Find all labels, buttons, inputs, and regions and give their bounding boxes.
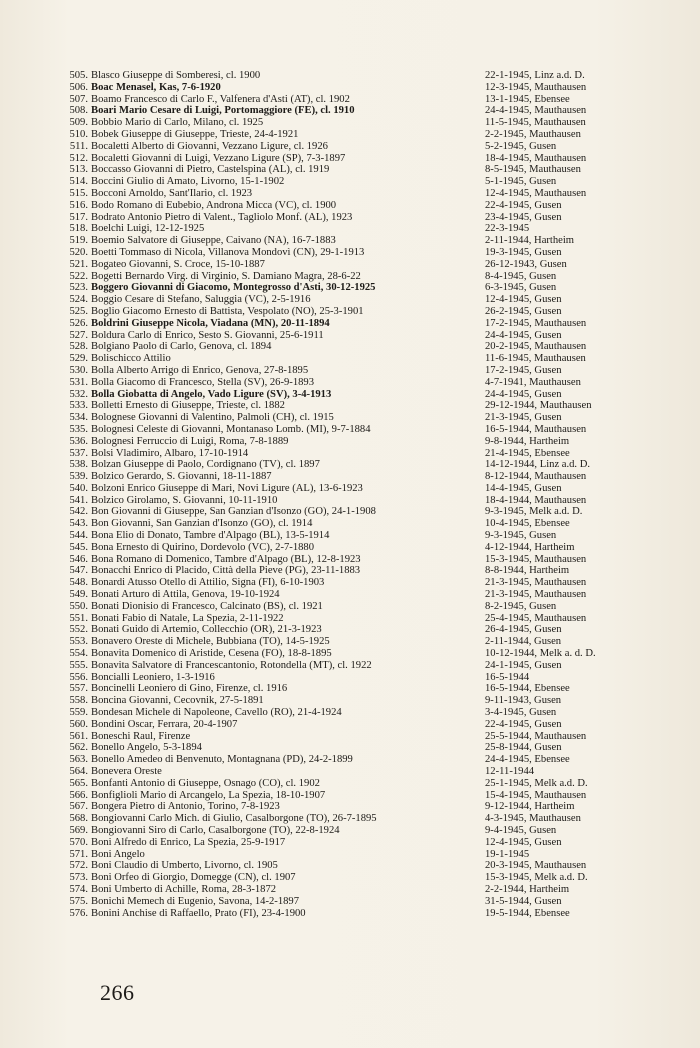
list-item: [58, 377, 678, 389]
entry-number: 552.: [69, 624, 88, 636]
entry-name: Boneschi Raul, Firenze: [91, 730, 191, 742]
entry-name: Bonichi Memech di Eugenio, Savona, 14-2-1897: [91, 895, 300, 907]
entry-number: 551.: [69, 612, 88, 624]
entry-death-date-place: 16-5-1944: [485, 671, 530, 683]
entry-name: Boccini Giulio di Amato, Livorno, 15-1-1902: [91, 176, 285, 188]
list-item: [58, 271, 678, 283]
list-item: [58, 648, 678, 660]
list-item: [58, 530, 678, 542]
entry-number: 518.: [69, 223, 88, 235]
entry-death-date-place: 4-3-1945, Mauthausen: [485, 813, 581, 825]
entry-death-date-place: 19-1-1945: [485, 848, 530, 860]
list-item: [58, 448, 678, 460]
entry-name: Boni Alfredo di Enrico, La Spezia, 25-9-1917: [91, 836, 286, 848]
entry-death-date-place: 4-7-1941, Mauthausen: [485, 376, 581, 388]
list-item: [58, 70, 678, 82]
entry-death-date-place: 11-5-1945, Mauthausen: [485, 117, 586, 129]
entry-name: Bocconi Arnoldo, Sant'Ilario, cl. 1923: [91, 187, 253, 199]
list-item: [58, 754, 678, 766]
list-item: [58, 94, 678, 106]
entry-number: 530.: [69, 364, 88, 376]
entry-number: 574.: [69, 883, 88, 895]
entry-number: 508.: [69, 105, 88, 117]
list-item: [58, 731, 678, 743]
entry-number: 547.: [69, 565, 88, 577]
list-item: [58, 341, 678, 353]
entry-name: Boamo Francesco di Carlo F., Valfenera d'Asti (AT), cl. 1902: [91, 93, 350, 105]
list-item: [58, 589, 678, 601]
entry-name: Bolischicco Attilio: [91, 353, 171, 365]
entry-number: 544.: [69, 530, 88, 542]
entry-death-date-place: 22-3-1945: [485, 223, 530, 235]
entry-name: Bonello Angelo, 5-3-1894: [91, 742, 202, 754]
entry-number: 543.: [69, 518, 88, 530]
entry-name: Bobbio Mario di Carlo, Milano, cl. 1925: [91, 117, 264, 129]
entry-name: Boelchi Luigi, 12-12-1925: [91, 223, 205, 235]
list-item: [58, 849, 678, 861]
entry-number: 517.: [69, 211, 88, 223]
entry-name: Bonati Dionisio di Francesco, Calcinato (BS), cl. 1921: [91, 600, 323, 612]
entry-death-date-place: 2-2-1944, Hartheim: [485, 883, 570, 895]
list-item: [58, 766, 678, 778]
list-item: [58, 896, 678, 908]
entry-death-date-place: 18-4-1944, Mauthausen: [485, 494, 587, 506]
entry-name: Boggio Cesare di Stefano, Saluggia (VC), 2-5-1916: [91, 294, 311, 306]
entry-name: Bobek Giuseppe di Giuseppe, Trieste, 24-4-1921: [91, 128, 299, 140]
entry-number: 537.: [69, 447, 88, 459]
entry-number: 554.: [69, 648, 88, 660]
entry-number: 542.: [69, 506, 88, 518]
entry-name: Boni Claudio di Umberto, Livorno, cl. 1905: [91, 860, 278, 872]
entry-number: 532.: [69, 388, 88, 400]
entry-name: Boni Umberto di Achille, Roma, 28-3-1872: [91, 883, 277, 895]
entry-death-date-place: 12-4-1945, Gusen: [485, 836, 562, 848]
list-item: [58, 353, 678, 365]
entry-name: Bolla Giacomo di Francesco, Stella (SV), 26-9-1893: [91, 376, 315, 388]
entry-death-date-place: 9-4-1945, Gusen: [485, 825, 557, 836]
entry-number: 534.: [69, 412, 88, 424]
list-item: [58, 695, 678, 707]
entry-name: Boccasso Giovanni di Pietro, Castelspina (AL), cl. 1919: [91, 164, 330, 176]
entry-number: 558.: [69, 695, 88, 707]
list-item: [58, 495, 678, 507]
entry-death-date-place: 18-4-1945, Mauthausen: [485, 152, 587, 164]
entry-name: Bonati Arturo di Attila, Genova, 19-10-1924: [91, 589, 280, 601]
entry-name: Bonati Fabio di Natale, La Spezia, 2-11-1922: [91, 612, 284, 624]
entry-number: 527.: [69, 329, 88, 341]
entry-death-date-place: 16-5-1944, Mauthausen: [485, 423, 587, 435]
entry-name: Bolognese Giovanni di Valentino, Palmoli (CH), cl. 1915: [91, 412, 334, 424]
entry-name: Bolzico Girolamo, S. Giovanni, 10-11-1910: [91, 494, 278, 506]
list-item: [58, 577, 678, 589]
entry-name: Bonfanti Antonio di Giuseppe, Osnago (CO), cl. 1902: [91, 777, 320, 789]
entry-number: 568.: [69, 813, 88, 825]
entry-number: 571.: [69, 848, 88, 860]
entry-death-date-place: 21-4-1945, Ebensee: [485, 447, 570, 459]
entry-name: Bongiovanni Carlo Mich. di Giulio, Casalborgone (TO), 26-7-1895: [91, 813, 377, 825]
entry-death-date-place: 9-3-1945, Melk a.d. D.: [485, 506, 583, 518]
list-item: [58, 837, 678, 849]
entry-name: Bolzico Gerardo, S. Giovanni, 18-11-1887: [91, 471, 272, 483]
entry-number: 545.: [69, 541, 88, 553]
entry-name: Bonati Guido di Artemio, Collecchio (OR), 21-3-1923: [91, 624, 322, 636]
entry-death-date-place: 29-12-1944, Mauthausen: [485, 400, 592, 412]
list-item: [58, 105, 678, 117]
entry-name: Bonello Amedeo di Benvenuto, Montagnana (PD), 24-2-1899: [91, 754, 353, 766]
list-item: [58, 860, 678, 872]
entry-death-date-place: 26-2-1945, Gusen: [485, 305, 562, 317]
list-item: [58, 306, 678, 318]
entry-number: 513.: [69, 164, 88, 176]
entry-number: 566.: [69, 789, 88, 801]
entry-death-date-place: 26-4-1945, Gusen: [485, 624, 562, 636]
entry-death-date-place: 14-12-1944, Linz a.d. D.: [485, 459, 591, 471]
list-item: [58, 506, 678, 518]
entry-number: 550.: [69, 600, 88, 612]
list-item: [58, 683, 678, 695]
entry-death-date-place: 25-1-1945, Melk a.d. D.: [485, 777, 588, 789]
entry-death-date-place: 22-4-1945, Gusen: [485, 199, 562, 211]
entry-number: 556.: [69, 671, 88, 683]
entry-number: 559.: [69, 707, 88, 719]
deportee-list: [58, 70, 678, 919]
entry-name: Bocaletti Alberto di Giovanni, Vezzano Ligure, cl. 1926: [91, 140, 328, 152]
entry-name: Boncina Giovanni, Cecovnik, 27-5-1891: [91, 695, 264, 707]
entry-death-date-place: 25-4-1945, Mauthausen: [485, 612, 587, 624]
entry-number: 525.: [69, 305, 88, 317]
entry-name: Boari Mario Cesare di Luigi, Portomaggiore (FE), cl. 1910: [91, 105, 355, 117]
entry-name: Bolgiano Paolo di Carlo, Genova, cl. 1894: [91, 341, 272, 353]
entry-name: Bodrato Antonio Pietro di Valent., Tagliolo Monf. (AL), 1923: [91, 211, 353, 223]
entry-name: Bonini Anchise di Raffaello, Prato (FI), 23-4-1900: [91, 907, 306, 919]
list-item: [58, 212, 678, 224]
list-item: [58, 259, 678, 271]
entry-death-date-place: 12-4-1945, Gusen: [485, 294, 562, 306]
entry-name: Boldrini Giuseppe Nicola, Viadana (MN), 20-11-1894: [91, 317, 330, 329]
entry-name: Boncinelli Leoniero di Gino, Firenze, cl. 1916: [91, 683, 288, 695]
entry-death-date-place: 19-3-1945, Gusen: [485, 246, 562, 258]
entry-number: 567.: [69, 801, 88, 813]
list-item: [58, 813, 678, 825]
list-item: [58, 672, 678, 684]
entry-name: Bongera Pietro di Antonio, Torino, 7-8-1923: [91, 801, 280, 813]
list-item: [58, 318, 678, 330]
entry-death-date-place: 24-4-1945, Mauthausen: [485, 105, 587, 117]
list-item: [58, 282, 678, 294]
entry-number: 560.: [69, 718, 88, 730]
entry-death-date-place: 25-5-1944, Mauthausen: [485, 730, 587, 742]
entry-number: 505.: [69, 70, 88, 81]
entry-death-date-place: 25-8-1944, Gusen: [485, 742, 562, 754]
entry-name: Bonfiglioli Mario di Arcangelo, La Spezia, 18-10-1907: [91, 789, 326, 801]
entry-number: 540.: [69, 482, 88, 494]
entry-death-date-place: 12-11-1944: [485, 766, 535, 778]
entry-death-date-place: 15-3-1945, Mauthausen: [485, 553, 587, 565]
entry-death-date-place: 21-3-1945, Mauthausen: [485, 577, 587, 589]
entry-number: 576.: [69, 907, 88, 919]
entry-death-date-place: 8-8-1944, Hartheim: [485, 565, 570, 577]
entry-name: Bongiovanni Siro di Carlo, Casalborgone (TO), 22-8-1924: [91, 825, 340, 836]
list-item: [58, 554, 678, 566]
list-item: [58, 825, 678, 837]
entry-death-date-place: 24-4-1945, Gusen: [485, 329, 562, 341]
entry-name: Boetti Tommaso di Nicola, Villanova Mondovì (CN), 29-1-1913: [91, 246, 365, 258]
entry-death-date-place: 24-4-1945, Gusen: [485, 388, 562, 400]
entry-name: Bona Ernesto di Quirino, Dordevolo (VC), 2-7-1880: [91, 541, 315, 553]
list-item: [58, 660, 678, 672]
entry-number: 509.: [69, 117, 88, 129]
entry-death-date-place: 20-3-1945, Mauthausen: [485, 860, 587, 872]
list-item: [58, 176, 678, 188]
entry-number: 553.: [69, 636, 88, 648]
entry-number: 522.: [69, 270, 88, 282]
list-item: [58, 872, 678, 884]
entry-number: 519.: [69, 235, 88, 247]
list-item: [58, 565, 678, 577]
entry-death-date-place: 6-3-1945, Gusen: [485, 282, 557, 294]
entry-number: 536.: [69, 435, 88, 447]
entry-number: 541.: [69, 494, 88, 506]
entry-name: Bolognesi Celeste di Giovanni, Montanaso Lomb. (MI), 9-7-1884: [91, 423, 371, 435]
list-item: [58, 884, 678, 896]
entry-name: Bonavita Salvatore di Francescantonio, Rotondella (MT), cl. 1922: [91, 659, 372, 671]
entry-name: Bonavita Domenico di Aristide, Cesena (FO), 18-8-1895: [91, 648, 332, 660]
entry-death-date-place: 17-2-1945, Gusen: [485, 364, 562, 376]
entry-death-date-place: 2-2-1945, Mauthausen: [485, 128, 581, 140]
entry-death-date-place: 15-3-1945, Melk a.d. D.: [485, 872, 588, 884]
list-item: [58, 424, 678, 436]
entry-death-date-place: 8-2-1945, Gusen: [485, 600, 557, 612]
entry-death-date-place: 10-12-1944, Melk a. d. D.: [485, 648, 596, 660]
entry-death-date-place: 22-4-1945, Gusen: [485, 718, 562, 730]
entry-death-date-place: 4-12-1944, Hartheim: [485, 541, 575, 553]
entry-name: Boldura Carlo di Enrico, Sesto S. Giovanni, 25-6-1911: [91, 329, 324, 341]
entry-number: 524.: [69, 294, 88, 306]
entry-death-date-place: 16-5-1944, Ebensee: [485, 683, 570, 695]
list-item: [58, 908, 678, 920]
entry-death-date-place: 21-3-1945, Gusen: [485, 412, 562, 424]
entry-number: 555.: [69, 659, 88, 671]
entry-number: 575.: [69, 895, 88, 907]
list-item: [58, 188, 678, 200]
entry-name: Boac Menasel, Kas, 7-6-1920: [91, 81, 221, 93]
list-item: [58, 790, 678, 802]
list-item: [58, 518, 678, 530]
entry-name: Bonevera Oreste: [91, 766, 162, 778]
entry-number: 510.: [69, 128, 88, 140]
entry-name: Boni Orfeo di Giorgio, Domegge (CN), cl. 1907: [91, 872, 296, 884]
entry-death-date-place: 14-4-1945, Gusen: [485, 482, 562, 494]
entry-death-date-place: 12-4-1945, Mauthausen: [485, 187, 587, 199]
list-item: [58, 117, 678, 129]
entry-name: Bolla Giobatta di Angelo, Vado Ligure (SV), 3-4-1913: [91, 388, 332, 400]
entry-number: 535.: [69, 423, 88, 435]
entry-death-date-place: 19-5-1944, Ebensee: [485, 907, 570, 919]
entry-number: 529.: [69, 353, 88, 365]
entry-death-date-place: 24-4-1945, Ebensee: [485, 754, 570, 766]
entry-death-date-place: 23-4-1945, Gusen: [485, 211, 562, 223]
entry-death-date-place: 5-1-1945, Gusen: [485, 176, 557, 188]
entry-death-date-place: 5-2-1945, Gusen: [485, 140, 557, 152]
entry-number: 514.: [69, 176, 88, 188]
entry-name: Bolzan Giuseppe di Paolo, Cordignano (TV), cl. 1897: [91, 459, 320, 471]
entry-death-date-place: 3-4-1945, Gusen: [485, 707, 557, 719]
entry-name: Bodo Romano di Eubebio, Androna Micca (VC), cl. 1900: [91, 199, 337, 211]
list-item: [58, 200, 678, 212]
entry-name: Bona Elio di Donato, Tambre d'Alpago (BL), 13-5-1914: [91, 530, 330, 542]
list-item: [58, 636, 678, 648]
entry-number: 520.: [69, 246, 88, 258]
entry-number: 511.: [69, 140, 88, 152]
list-item: [58, 778, 678, 790]
entry-death-date-place: 2-11-1944, Hartheim: [485, 235, 575, 247]
entry-number: 557.: [69, 683, 88, 695]
page-number: 266: [100, 980, 135, 1005]
entry-death-date-place: 13-1-1945, Ebensee: [485, 93, 570, 105]
entry-name: Bonavero Oreste di Michele, Bubbiana (TO), 14-5-1925: [91, 636, 330, 648]
entry-number: 573.: [69, 872, 88, 884]
entry-death-date-place: 8-4-1945, Gusen: [485, 270, 557, 282]
list-item: [58, 400, 678, 412]
list-item: [58, 436, 678, 448]
entry-death-date-place: 2-11-1944, Gusen: [485, 636, 562, 648]
list-item: [58, 389, 678, 401]
list-item: [58, 365, 678, 377]
entry-number: 526.: [69, 317, 88, 329]
list-item: [58, 330, 678, 342]
entry-death-date-place: 31-5-1944, Gusen: [485, 895, 562, 907]
entry-death-date-place: 21-3-1945, Mauthausen: [485, 589, 587, 601]
entry-name: Boemio Salvatore di Giuseppe, Caivano (NA), 16-7-1883: [91, 235, 336, 247]
entry-name: Blasco Giuseppe di Somberesi, cl. 1900: [91, 70, 261, 81]
entry-number: 546.: [69, 553, 88, 565]
entry-number: 569.: [69, 825, 88, 836]
list-item: [58, 294, 678, 306]
entry-name: Bonacchi Enrico di Placido, Città della Pieve (PG), 23-11-1883: [91, 565, 361, 577]
entry-death-date-place: 22-1-1945, Linz a.d. D.: [485, 70, 585, 81]
entry-name: Bogetti Bernardo Virg. di Virginio, S. Damiano Magra, 28-6-22: [91, 270, 361, 282]
list-item: [58, 141, 678, 153]
list-item: [58, 742, 678, 754]
entry-number: 521.: [69, 258, 88, 270]
entry-name: Bolsi Vladimiro, Albaro, 17-10-1914: [91, 447, 249, 459]
entry-number: 565.: [69, 777, 88, 789]
list-item: [58, 223, 678, 235]
list-item: [58, 129, 678, 141]
list-item: [58, 164, 678, 176]
entry-death-date-place: 9-11-1943, Gusen: [485, 695, 562, 707]
entry-number: 507.: [69, 93, 88, 105]
entry-number: 533.: [69, 400, 88, 412]
list-item: [58, 471, 678, 483]
list-item: [58, 601, 678, 613]
list-item: [58, 613, 678, 625]
entry-death-date-place: 8-12-1944, Mauthausen: [485, 471, 587, 483]
entry-name: Bonardi Atusso Otello di Attilio, Signa (FI), 6-10-1903: [91, 577, 325, 589]
entry-death-date-place: 15-4-1945, Mauthausen: [485, 789, 587, 801]
entry-number: 538.: [69, 459, 88, 471]
entry-number: 528.: [69, 341, 88, 353]
entry-number: 512.: [69, 152, 88, 164]
entry-name: Boni Angelo: [91, 848, 145, 860]
entry-number: 506.: [69, 81, 88, 93]
entry-name: Boggero Giovanni di Giacomo, Montegrosso d'Asti, 30-12-1925: [91, 282, 376, 294]
entry-name: Bolletti Ernesto di Giuseppe, Trieste, cl. 1882: [91, 400, 285, 412]
list-item: [58, 247, 678, 259]
entry-death-date-place: 9-8-1944, Hartheim: [485, 435, 570, 447]
entry-death-date-place: 11-6-1945, Mauthausen: [485, 353, 586, 365]
entry-name: Bondini Oscar, Ferrara, 20-4-1907: [91, 718, 238, 730]
list-item: [58, 719, 678, 731]
entry-number: 562.: [69, 742, 88, 754]
entry-death-date-place: 9-3-1945, Gusen: [485, 530, 557, 542]
entry-name: Bona Romano di Domenico, Tambre d'Alpago (BL), 12-8-1923: [91, 553, 361, 565]
entry-death-date-place: 8-5-1945, Mauthausen: [485, 164, 581, 176]
entry-death-date-place: 10-4-1945, Ebensee: [485, 518, 570, 530]
entry-number: 549.: [69, 589, 88, 601]
entry-number: 539.: [69, 471, 88, 483]
entry-name: Bondesan Michele di Napoleone, Cavello (RO), 21-4-1924: [91, 707, 342, 719]
list-item: [58, 624, 678, 636]
entry-number: 531.: [69, 376, 88, 388]
entry-name: Bolognesi Ferruccio di Luigi, Roma, 7-8-1889: [91, 435, 289, 447]
entry-number: 570.: [69, 836, 88, 848]
entry-number: 515.: [69, 187, 88, 199]
list-item: [58, 82, 678, 94]
entry-death-date-place: 26-12-1943, Gusen: [485, 258, 567, 270]
list-item: [58, 459, 678, 471]
list-item: [58, 542, 678, 554]
entry-death-date-place: 24-1-1945, Gusen: [485, 659, 562, 671]
entry-death-date-place: 20-2-1945, Mauthausen: [485, 341, 587, 353]
entry-number: 561.: [69, 730, 88, 742]
entry-number: 548.: [69, 577, 88, 589]
list-item: [58, 801, 678, 813]
list-item: [58, 235, 678, 247]
entry-name: Bon Giovanni, San Ganzian d'Isonzo (GO), cl. 1914: [91, 518, 313, 530]
entry-death-date-place: 12-3-1945, Mauthausen: [485, 81, 587, 93]
entry-number: 516.: [69, 199, 88, 211]
entry-number: 563.: [69, 754, 88, 766]
entry-name: Boglio Giacomo Ernesto di Battista, Vespolato (NO), 25-3-1901: [91, 305, 364, 317]
entry-name: Bocaletti Giovanni di Luigi, Vezzano Ligure (SP), 7-3-1897: [91, 152, 346, 164]
entry-number: 572.: [69, 860, 88, 872]
entry-name: Bolzoni Enrico Giuseppe di Mari, Novi Ligure (AL), 13-6-1923: [91, 482, 363, 494]
list-item: [58, 412, 678, 424]
entry-death-date-place: 17-2-1945, Mauthausen: [485, 317, 587, 329]
list-item: [58, 483, 678, 495]
list-item: [58, 153, 678, 165]
entry-name: Bolla Alberto Arrigo di Enrico, Genova, 27-8-1895: [91, 364, 309, 376]
entry-death-date-place: 9-12-1944, Hartheim: [485, 801, 575, 813]
entry-name: Bon Giovanni di Giuseppe, San Ganzian d'Isonzo (GO), 24-1-1908: [91, 506, 376, 518]
entry-number: 523.: [69, 282, 88, 294]
entry-name: Boncialli Leoniero, 1-3-1916: [91, 671, 215, 683]
list-item: [58, 707, 678, 719]
entry-name: Bogateo Giovanni, S. Croce, 15-10-1887: [91, 258, 265, 270]
entry-number: 564.: [69, 766, 88, 778]
